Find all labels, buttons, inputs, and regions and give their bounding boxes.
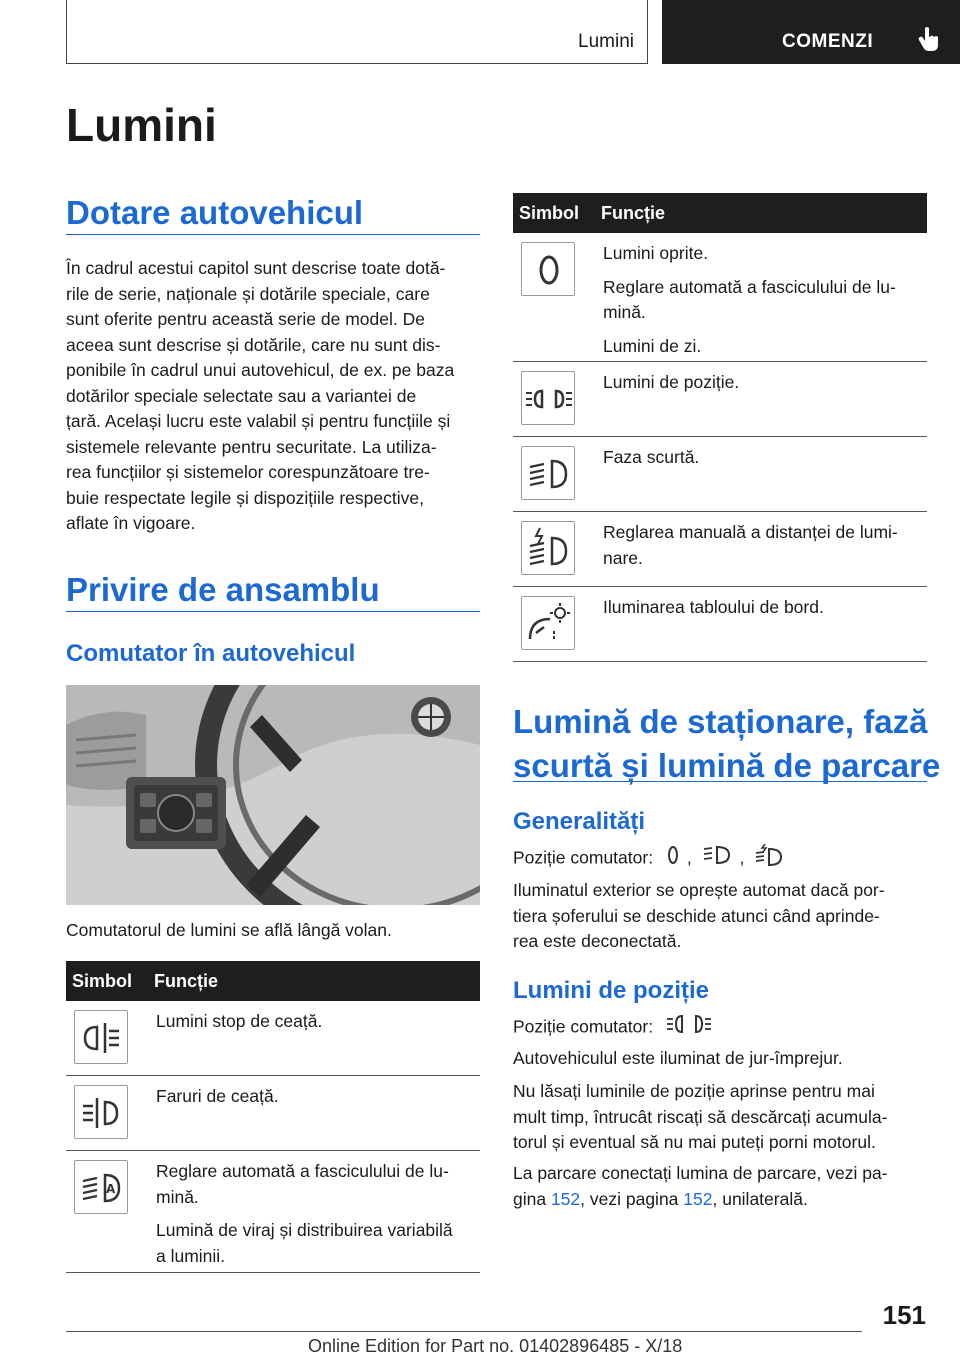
cell-text: Reglare automată a fasciculului de lu- [603,276,896,297]
section-rule [66,611,480,612]
paragraph-line: Nu lăsați luminile de poziție aprinse pentru mai [513,1081,875,1101]
table-cell [156,1159,453,1277]
table-col-functie: Funcție [154,971,219,991]
page-number: 151 [882,1300,926,1330]
table-row [513,512,927,587]
instrument-lighting-icon [521,596,575,650]
section-title-line: Lumină de staționare, fază [513,703,928,740]
intro-line: sunt oferite pentru această serie de model. De [66,309,425,329]
table-cell [603,520,898,579]
parking-lights-icon [703,844,733,874]
table-cell [603,595,824,629]
cell-text: a luminii. [156,1245,226,1266]
position-paragraph-1: Autovehiculul este iluminat de jur-împrejur. [513,1048,843,1068]
separator: , [739,847,745,868]
headlight-range-icon [521,521,575,575]
cell-text: Iluminarea tabloului de bord. [603,597,824,617]
table-cell [603,370,739,404]
table-cell [156,1084,279,1118]
cell-text: Reglarea manuală a distanței de lumi- [603,522,898,542]
photo-caption: Comutatorul de lumini se află lângă volan. [66,920,392,940]
lights-off-0-icon [666,844,680,874]
intro-paragraph [66,256,454,537]
table-col-simbol: Simbol [72,971,133,991]
table-row [66,1151,480,1273]
position-paragraph-3 [513,1161,888,1212]
position-paragraph-2 [513,1079,887,1156]
page-title: Lumini [66,99,217,151]
footer-rule [66,1331,862,1332]
intro-line: În cadrul acestui capitol sunt descrise toate dotă- [66,258,446,278]
page-link-152[interactable]: 152 [683,1188,713,1209]
cell-text: nare. [603,547,643,568]
cell-text: Faruri de ceață. [156,1086,279,1106]
table-cell [156,1009,322,1043]
table-header [513,193,927,233]
switch-position-line [513,1013,714,1043]
cell-text: mină. [156,1186,199,1207]
paragraph-line: Iluminatul exterior se oprește automat dacă por- [513,880,885,900]
intro-line: aceea sunt descrise și dotările, care nu sunt dis- [66,334,441,355]
intro-line: ponibile în cadrul unui autovehicul, de ex. pe baza [66,360,455,380]
cell-text: Lumini oprite. [603,243,709,263]
cell-text: Lumini de poziție. [603,372,740,392]
intro-line: aflate în vigoare. [66,513,196,533]
intro-line: rea funcțiilor și sistemelor corespunzătoare tre- [66,462,430,482]
section-rule [513,781,927,782]
hand-pointer-icon [918,26,940,57]
intro-line: buie respectate legile și dispozițiile respective, [66,487,424,508]
switch-position-label: Poziție comutator: [513,1016,654,1037]
table-cell [603,445,699,479]
text-span: , vezi pagina [580,1188,684,1209]
table-cell [603,241,896,367]
paragraph-line: La parcare conectați lumina de parcare, vezi pa- [513,1163,888,1183]
table-row [513,233,927,362]
light-switch-photo [66,685,480,905]
paragraph-line: tiera șoferului se deschide atunci când aprinde- [513,905,880,926]
subsection-title-comutator: Comutator în autovehicul [66,640,356,667]
paragraph-line: mult timp, întrucât riscați să descărcați acumula- [513,1106,888,1127]
switch-positions-line [513,844,787,874]
section-title-privire: Privire de ansamblu [66,571,380,608]
table-header [66,961,480,1001]
intro-line: țară. Același lucru este valabil și pentru funcțiile și [66,411,451,431]
section-title-dotare: Dotare autovehicul [66,194,364,231]
cell-text: Faza scurtă. [603,447,700,467]
section-title-line: scurtă și lumină de parcare [513,747,941,784]
cell-text: Reglare automată a fasciculului de lu- [156,1161,449,1181]
header-frame [66,0,648,64]
table-col-simbol: Simbol [519,203,580,223]
switch-position-label: Poziție comutator: [513,847,654,868]
rear-fog-light-icon [74,1010,128,1064]
text-span: gina [513,1188,551,1209]
subsection-title-generalitati: Generalități [513,808,646,835]
subsection-title-lumini-pozitie: Lumini de poziție [513,977,709,1004]
separator: , [686,847,692,868]
header-section-label: Lumini [578,31,634,52]
tab-comenzi-label: COMENZI [782,31,874,52]
table-row [66,1076,480,1151]
front-fog-light-icon [74,1085,128,1139]
cell-text: Lumini de zi. [603,335,702,356]
intro-line: dotărilor speciale selectate sau a variantei de [66,385,417,406]
tab-comenzi[interactable] [662,0,960,64]
page-link-152[interactable]: 152 [550,1188,581,1209]
table-row [513,587,927,662]
intro-line: rile de serie, naționale și dotările speciale, care [66,283,430,304]
cell-text: mină. [603,302,646,322]
text-span: , unilaterală. [712,1188,808,1209]
table-row [513,437,927,512]
intro-line: sistemele relevante pentru securitate. La utiliza- [66,436,437,457]
svg-text:A: A [106,1182,116,1196]
parking-lights-icon [521,371,575,425]
table-row [513,362,927,437]
cell-text: Lumini stop de ceață. [156,1011,323,1031]
auto-headlight-icon [74,1160,128,1214]
headlight-range-icon [755,844,785,874]
section-title-lumina-stationare [513,700,940,788]
paragraph-line [513,1187,888,1213]
general-paragraph [513,878,885,955]
table-col-functie: Funcție [601,203,666,223]
section-rule [66,234,480,235]
parking-lights-icon [666,1013,712,1043]
paragraph-line: rea este deconectată. [513,931,682,951]
lights-off-0-icon [521,242,575,296]
cell-text: Lumină de viraj și distribuirea variabilă [156,1220,453,1240]
table-row [66,1001,480,1076]
low-beam-icon [521,446,575,500]
paragraph-line: torul și eventual să nu mai puteți porni motorul. [513,1132,876,1152]
footer-edition: Online Edition for Part no. 01402896485 - X/18 [308,1336,683,1356]
